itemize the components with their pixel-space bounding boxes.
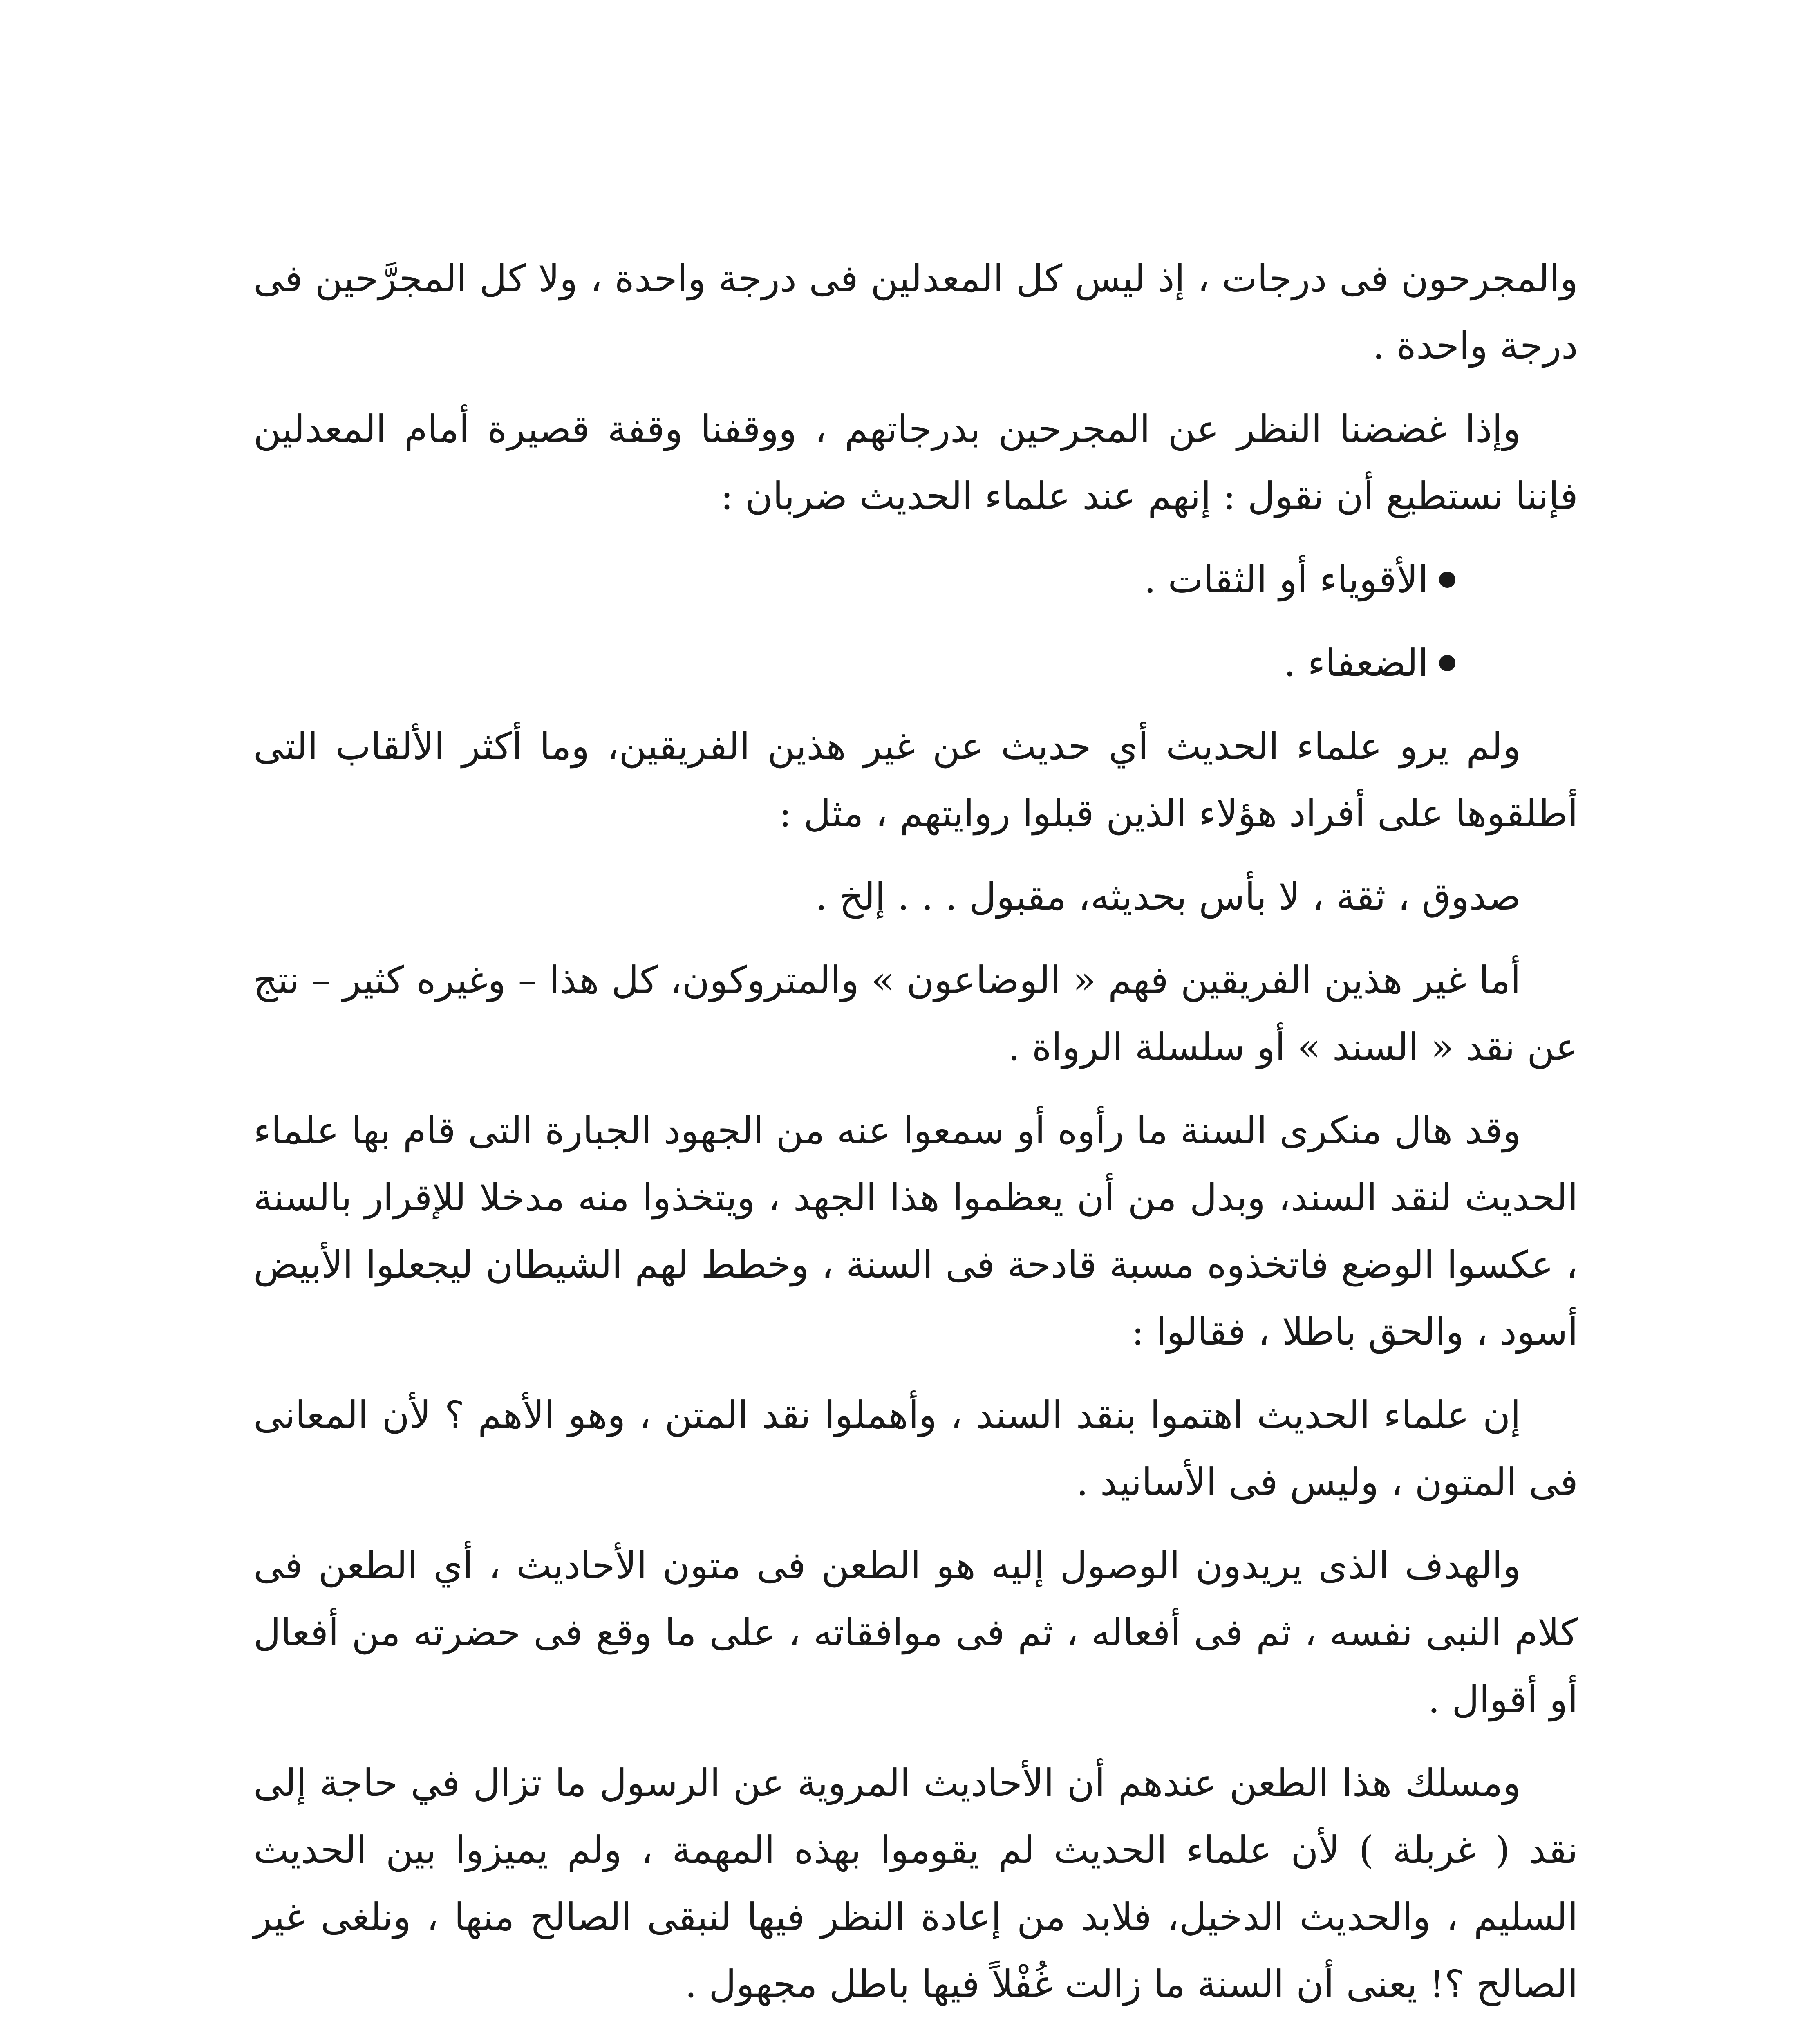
bullet-dot-icon (1439, 655, 1455, 671)
paragraph-5: أما غير هذين الفريقين فهم « الوضاعون » والمتروكون، كل هذا – وغيره كثير – نتج عن نقد « السند » أو سلسلة الرواة . (253, 958, 1578, 1069)
paragraph-3: ولم يرو علماء الحديث أي حديث عن غير هذين الفريقين، وما أكثر الألقاب التى أطلقوها على أفراد هؤلاء الذين قبلوا روايتهم ، مثل : (253, 724, 1578, 835)
bullet-text: الأقوياء أو الثقات . (1144, 558, 1428, 601)
paragraph-7: إن علماء الحديث اهتموا بنقد السند ، وأهملوا نقد المتن ، وهو الأهم ؟ لأن المعانى فى المتون ، وليس فى الأسانيد . (253, 1393, 1578, 1504)
bullet-text: الضعفاء . (1283, 641, 1428, 685)
paragraph-2: وإذا غضضنا النظر عن المجرحين بدرجاتهم ، ووقفنا وقفة قصيرة أمام المعدلين فإننا نستطيع أن نقول : إنهم عند علماء الحديث ضربان : (253, 407, 1578, 518)
paragraph-6: وقد هال منكرى السنة ما رأوه أو سمعوا عنه من الجهود الجبارة التى قام بها علماء الحديث لنقد السند، وبدل من أن يعظموا هذا الجهد ، ويتخذوا منه مدخلا للإقرار بالسنة ، عكسوا الوضع فاتخذوه مسبة قادحة فى السنة ، وخطط لهم الشيطان ليجعلوا الأبيض أسود ، والحق باطلا ، فقالوا : (253, 1109, 1578, 1354)
paragraph-8: والهدف الذى يريدون الوصول إليه هو الطعن فى متون الأحاديث ، أي الطعن فى كلام النبى نفسه ، ثم فى أفعاله ، ثم فى موافقاته ، على ما وقع فى حضرته من أفعال أو أقوال . (253, 1544, 1578, 1721)
bullet-item-1 (253, 546, 1578, 613)
bullet-dot-icon (1439, 572, 1455, 588)
body-text (253, 245, 1578, 2034)
paragraph-1: والمجرحون فى درجات ، إذ ليس كل المعدلين فى درجة واحدة ، ولا كل المجرَّحين فى درجة واحدة . (253, 257, 1578, 368)
paragraph-9: ومسلك هذا الطعن عندهم أن الأحاديث المروية عن الرسول ما تزال في حاجة إلى نقد ( غربلة ) لأن علماء الحديث لم يقوموا بهذه المهمة ، ولم يميزوا بين الحديث السليم ، والحديث الدخيل، فلابد من إعادة النظر فيها لنبقى الصالح منها ، ونلغى غير الصالح ؟! يعنى أن السنة ما زالت غُفْلاً فيها باطل مجهول . (253, 1761, 1578, 2006)
titles-list: صدوق ، ثقة ، لا بأس بحديثه، مقبول . . . إلخ . (815, 875, 1521, 919)
bullet-item-2 (253, 630, 1578, 697)
